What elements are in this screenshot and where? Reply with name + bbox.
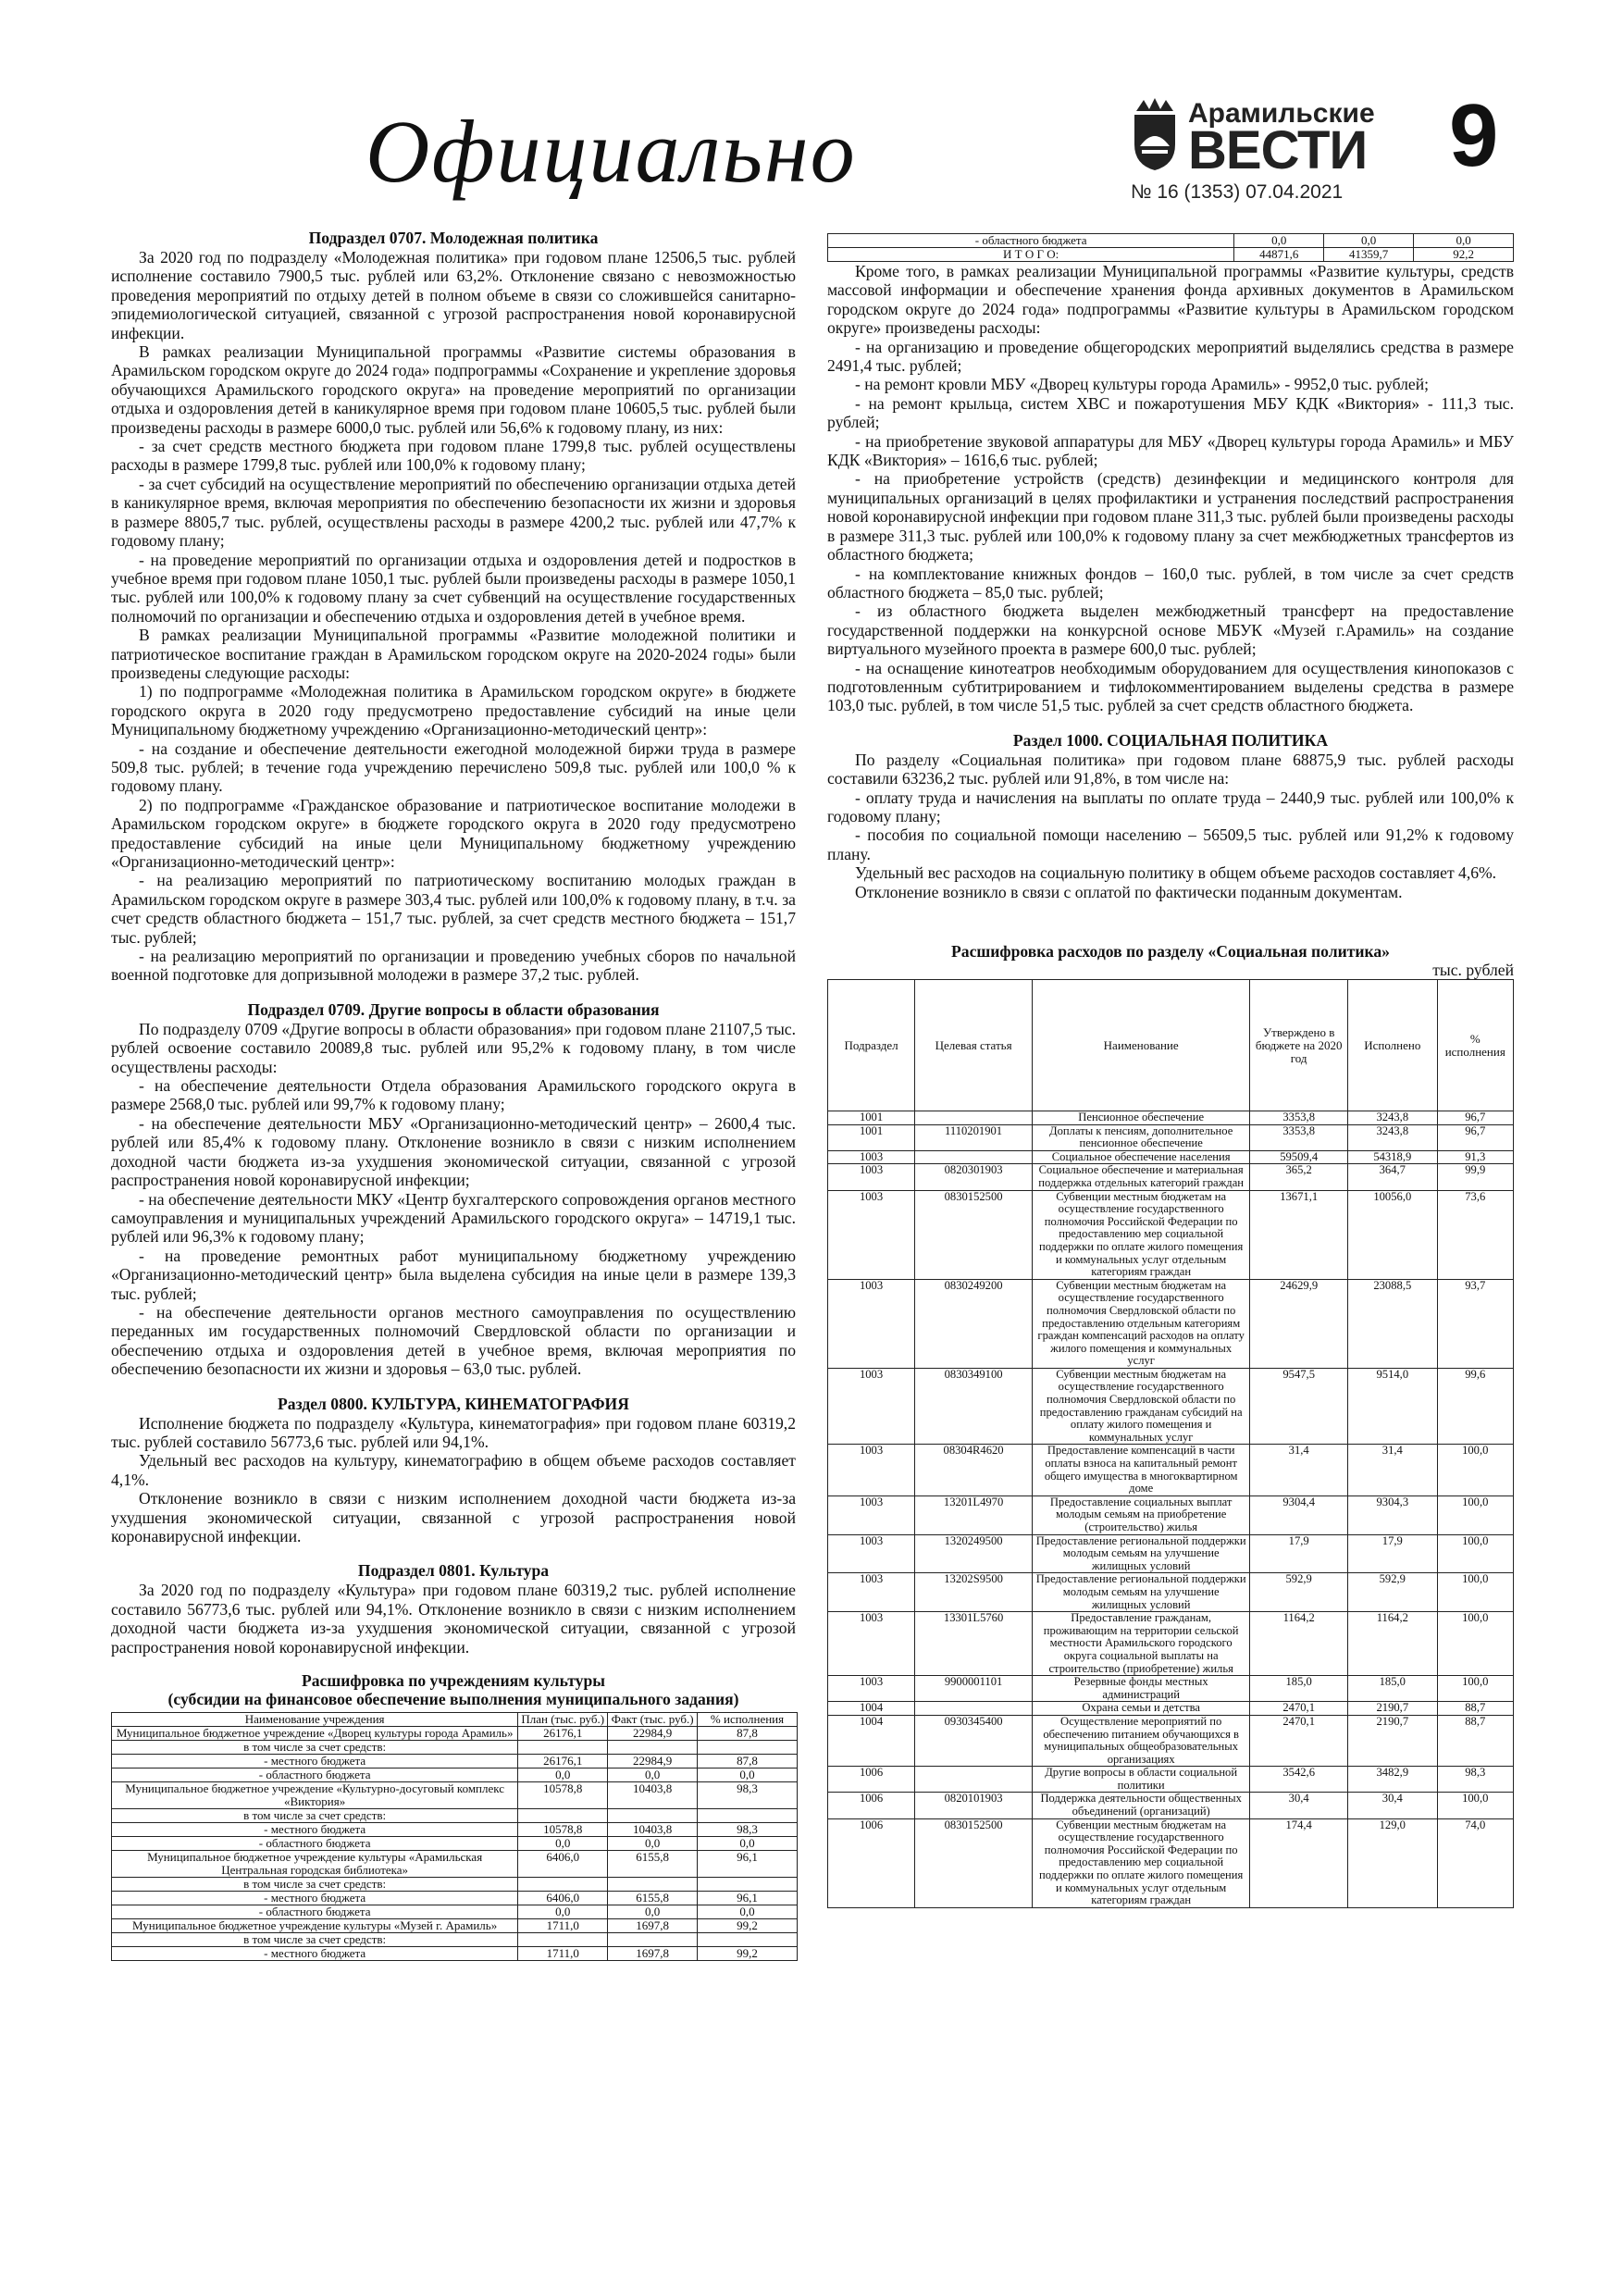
table-cell: 2470,1 — [1250, 1715, 1348, 1766]
table-cell: Резервные фонды местных администраций — [1033, 1676, 1250, 1702]
table-cell: - областного бюджета — [112, 1769, 518, 1782]
table-cell — [608, 1878, 698, 1892]
text-block-culture-program — [827, 262, 1514, 715]
paragraph: За 2020 год по подразделу «Культура» при годовом плане 60319,2 тыс. рублей исполнение составило 56773,6 тыс. рублей или 94,1%. Отклонение возникло в связи с низким исполнением доходной части бюджета из-за ухудшения экономической ситуации, связанной с угрозой распространения новой коронавирусной инфекции. — [111, 1581, 796, 1657]
table-cell: 59509,4 — [1250, 1150, 1348, 1164]
table-cell — [518, 1933, 608, 1947]
table-cell: 92,2 — [1414, 248, 1514, 262]
table-row — [828, 1124, 1514, 1150]
heading-0801: Подраздел 0801. Культура — [357, 1561, 550, 1581]
table-cell: 100,0 — [1437, 1534, 1513, 1573]
logo-top-text: Арамильские — [1188, 98, 1375, 129]
table-cell: - областного бюджета — [112, 1905, 518, 1919]
paragraph: - пособия по социальной помощи населению – 56509,5 тыс. рублей или 91,2% к годовому плану. — [827, 825, 1514, 863]
table-cell: Муниципальное бюджетное учреждение культуры «Арамильская Центральная городская библиотека» — [112, 1851, 518, 1878]
table-cell: - местного бюджета — [112, 1892, 518, 1905]
table-cell: 100,0 — [1437, 1496, 1513, 1534]
table-row — [828, 1767, 1514, 1793]
paragraph: Отклонение возникло в связи с низким исполнением доходной части бюджета из-за ухудшения экономической ситуации, связанной с угрозой распространения новой коронавирусной инфекции. — [111, 1489, 796, 1545]
table-cell: 1001 — [828, 1124, 915, 1150]
table-cell: 6155,8 — [608, 1892, 698, 1905]
table-cell: Муниципальное бюджетное учреждение культуры «Музей г. Арамиль» — [112, 1919, 518, 1933]
table-cell: Социальное обеспечение и материальная поддержка отдельных категорий граждан — [1033, 1164, 1250, 1190]
table-cell: Предоставление компенсаций в части оплаты взноса на капитальный ремонт общего имущества в многоквартирном доме — [1033, 1445, 1250, 1496]
table-row — [112, 1741, 798, 1755]
table-row — [112, 1933, 798, 1947]
table-cell — [698, 1809, 798, 1823]
table-cell: 74,0 — [1437, 1818, 1513, 1907]
paragraph: В рамках реализации Муниципальной программы «Развитие молодежной политики и патриотическое воспитание граждан в Арамильском городском округе на 2020-2024 годы» были произведены следующие расходы: — [111, 626, 796, 682]
paragraph: Исполнение бюджета по подразделу «Культура, кинематография» при годовом плане 60319,2 тыс. рублей составило 56773,6 тыс. рублей или 94,1%. — [111, 1413, 796, 1451]
table-cell: 1003 — [828, 1150, 915, 1164]
table-cell: 0820101903 — [915, 1793, 1033, 1818]
table-cell: 98,3 — [698, 1823, 798, 1837]
table-row — [112, 1782, 798, 1809]
table-cell: 1004 — [828, 1702, 915, 1716]
table-cell: 9514,0 — [1348, 1368, 1437, 1445]
table-row — [828, 1534, 1514, 1573]
social-table-title: Расшифровка расходов по разделу «Социальная политика» — [951, 942, 1390, 961]
table-cell: 98,3 — [698, 1782, 798, 1809]
culture-table-subtitle: (субсидии на финансовое обеспечение выполнения муниципального задания) — [167, 1690, 739, 1709]
table-row — [112, 1809, 798, 1823]
table-row — [112, 1878, 798, 1892]
table-cell: 08304R4620 — [915, 1445, 1033, 1496]
table-header-cell: Целевая статья — [915, 980, 1033, 1111]
table-row — [828, 1573, 1514, 1612]
table-cell: 6406,0 — [518, 1851, 608, 1878]
paragraph: - на организацию и проведение общегородских мероприятий выделялись средства в размере 2491,4 тыс. рублей; — [827, 337, 1514, 376]
table-header-cell: Наименование учреждения — [112, 1713, 518, 1727]
table-cell: 0,0 — [518, 1905, 608, 1919]
table-row — [828, 1496, 1514, 1534]
table-cell: 1001 — [828, 1111, 915, 1125]
table-cell — [915, 1111, 1033, 1125]
table-header-cell: Подраздел — [828, 980, 915, 1111]
table-header-cell: Утверждено в бюджете на 2020 год — [1250, 980, 1348, 1111]
table-cell: 1711,0 — [518, 1919, 608, 1933]
heading-0707: Подраздел 0707. Молодежная политика — [308, 229, 599, 247]
table-row — [828, 1111, 1514, 1125]
table-cell: 592,9 — [1348, 1573, 1437, 1612]
table-cell: 364,7 — [1348, 1164, 1437, 1190]
paragraph: - на создание и обеспечение деятельности ежегодной молодежной биржи труда в размере 509,8 тыс. рублей; в течение года учреждению перечислено 509,8 тыс. рублей или 100,0 % к годовому плану. — [111, 738, 796, 796]
table-cell: 100,0 — [1437, 1676, 1513, 1702]
table-cell: Доплаты к пенсиям, дополнительное пенсионное обеспечение — [1033, 1124, 1250, 1150]
table-cell: 96,1 — [698, 1892, 798, 1905]
table-row — [112, 1892, 798, 1905]
table-cell: 1711,0 — [518, 1947, 608, 1961]
table-cell: 0,0 — [608, 1837, 698, 1851]
table-cell: 1003 — [828, 1496, 915, 1534]
table-cell: в том числе за счет средств: — [112, 1809, 518, 1823]
table-header-cell: % исполнения — [698, 1713, 798, 1727]
table-cell: 3243,8 — [1348, 1111, 1437, 1125]
paragraph: За 2020 год по подразделу «Молодежная политика» при годовом плане 12506,5 тыс. рублей исполнение составило 7900,5 тыс. рублей или 63,2%. Отклонение связано с невозможностью проведения мероприятий по отдыху детей в полном объеме в связи со сложившейся санитарно-эпидемиологической ситуацией, связанной с угрозой распространения новой коронавирусной инфекции. — [111, 248, 796, 342]
table-cell: 99,9 — [1437, 1164, 1513, 1190]
table-cell: Пенсионное обеспечение — [1033, 1111, 1250, 1125]
table-cell: Муниципальное бюджетное учреждение «Дворец культуры города Арамиль» — [112, 1727, 518, 1741]
table-cell: - местного бюджета — [112, 1823, 518, 1837]
table-cell: 0830349100 — [915, 1368, 1033, 1445]
paragraph: - из областного бюджета выделен межбюджетный трансферт на предоставление государственной поддержки на конкурсной основе МБУК «Музей г.Арамиль» на создание виртуального музейного проекта в размере 600,0 тыс. рублей; — [827, 602, 1514, 659]
paragraph: - на приобретение устройств (средств) дезинфекции и медицинского контроля для муниципальных организаций в целях профилактики и устранения последствий распространения новой коронавирусной инфекции при годовом плане 311,3 тыс. рублей были произведены расходы в размере 311,3 тыс. рублей или 100,0% к годовому плану за счет межбюджетных трансфертов из областного бюджета; — [827, 469, 1514, 565]
logo-main-text: ВЕСТИ — [1188, 120, 1368, 180]
table-row — [828, 1715, 1514, 1766]
table-cell: 96,7 — [1437, 1111, 1513, 1125]
table-cell: 100,0 — [1437, 1612, 1513, 1676]
table-header-row — [112, 1713, 798, 1727]
table-row — [112, 1769, 798, 1782]
table-cell — [915, 1150, 1033, 1164]
table-cell: 0,0 — [518, 1769, 608, 1782]
table-cell: 3243,8 — [1348, 1124, 1437, 1150]
table-cell: 98,3 — [1437, 1767, 1513, 1793]
table-cell: в том числе за счет средств: — [112, 1741, 518, 1755]
table-cell: 3542,6 — [1250, 1767, 1348, 1793]
table-cell: Субвенции местным бюджетам на осуществление государственного полномочия Свердловской области по предоставлению гражданам субсидий на оплату жилого помещения и коммунальных услуг — [1033, 1368, 1250, 1445]
table-cell: 0830152500 — [915, 1818, 1033, 1907]
table-cell: И Т О Г О: — [828, 248, 1234, 262]
table-cell: 9900001101 — [915, 1676, 1033, 1702]
table-cell: 87,8 — [698, 1755, 798, 1769]
table-cell: 1003 — [828, 1368, 915, 1445]
table-cell: 24629,9 — [1250, 1279, 1348, 1368]
table-cell: Другие вопросы в области социальной политики — [1033, 1767, 1250, 1793]
table-cell: 54318,9 — [1348, 1150, 1437, 1164]
table-cell: 0,0 — [608, 1905, 698, 1919]
table-cell: 31,4 — [1250, 1445, 1348, 1496]
table-cell: 13301L5760 — [915, 1612, 1033, 1676]
table-cell: 88,7 — [1437, 1715, 1513, 1766]
table-cell: 96,1 — [698, 1851, 798, 1878]
text-block-0801 — [111, 1581, 796, 1657]
table-row — [828, 1612, 1514, 1676]
paragraph: - на обеспечение деятельности МБУ «Организационно-методический центр» – 2600,4 тыс. рублей или 85,4% к годовому плану. Отклонение возникло в связи с низким исполнением доходной части бюджета из-за ухудшения экономической ситуации, связанной с угрозой распространения новой коронавирусной инфекции; — [111, 1113, 796, 1190]
table-cell: 30,4 — [1348, 1793, 1437, 1818]
table-row — [112, 1727, 798, 1741]
table-cell: 23088,5 — [1348, 1279, 1437, 1368]
text-block-0800 — [111, 1414, 796, 1546]
table-cell: 30,4 — [1250, 1793, 1348, 1818]
table-cell: Предоставление региональной поддержки молодым семьям на улучшение жилищных условий — [1033, 1573, 1250, 1612]
table-cell: 100,0 — [1437, 1573, 1513, 1612]
table-row — [112, 1837, 798, 1851]
table-cell: 0,0 — [1234, 234, 1324, 248]
paragraph: - на обеспечение деятельности органов местного самоуправления по осуществлению переданных им государственных полномочий Свердловской области по организации и обеспечению отдыха и оздоровления детей в учебное время, включая мероприятия по обеспечению безопасности их жизни и здоровья – 63,0 тыс. рублей. — [111, 1302, 796, 1379]
table-cell: 99,6 — [1437, 1368, 1513, 1445]
paragraph: - на ремонт крыльца, систем ХВС и пожаротушения МБУ КДК «Виктория» - 111,3 тыс. рублей; — [827, 393, 1514, 432]
table-cell: 0830249200 — [915, 1279, 1033, 1368]
table-cell: 26176,1 — [518, 1727, 608, 1741]
table-cell: 1006 — [828, 1793, 915, 1818]
table-row — [828, 1445, 1514, 1496]
issue-number: № 16 (1353) 07.04.2021 — [1131, 181, 1344, 203]
table-row — [828, 234, 1514, 248]
table-cell: 1006 — [828, 1818, 915, 1907]
table-cell: 592,9 — [1250, 1573, 1348, 1612]
table-cell: 1003 — [828, 1164, 915, 1190]
table-cell: 2470,1 — [1250, 1702, 1348, 1716]
table-cell: 1003 — [828, 1676, 915, 1702]
table-cell: Охрана семьи и детства — [1033, 1702, 1250, 1716]
table-cell: 10403,8 — [608, 1823, 698, 1837]
table-cell: - местного бюджета — [112, 1755, 518, 1769]
table-cell: Осуществление мероприятий по обеспечению питанием обучающихся в муниципальных общеобразовательных организациях — [1033, 1715, 1250, 1766]
table-cell: 1003 — [828, 1573, 915, 1612]
table-cell: 1003 — [828, 1445, 915, 1496]
table-cell — [608, 1933, 698, 1947]
social-table — [827, 979, 1514, 1908]
table-row — [112, 1947, 798, 1961]
table-row — [112, 1905, 798, 1919]
table-cell: 31,4 — [1348, 1445, 1437, 1496]
table-cell: 10403,8 — [608, 1782, 698, 1809]
table-cell — [518, 1809, 608, 1823]
paragraph: Отклонение возникло в связи с оплатой по фактически поданным документам. — [855, 882, 1403, 901]
table-cell: Социальное обеспечение населения — [1033, 1150, 1250, 1164]
table-cell: - областного бюджета — [828, 234, 1234, 248]
table-cell: 91,3 — [1437, 1150, 1513, 1164]
table-cell: Поддержка деятельности общественных объединений (организаций) — [1033, 1793, 1250, 1818]
table-row — [828, 1676, 1514, 1702]
page-number: 9 — [1449, 86, 1499, 185]
table-cell: 174,4 — [1250, 1818, 1348, 1907]
table-cell — [915, 1702, 1033, 1716]
culture-table-continued — [827, 233, 1514, 262]
table-cell: 17,9 — [1250, 1534, 1348, 1573]
paragraph: - на проведение ремонтных работ муниципальному бюджетному учреждению «Организационно-методический центр» была выделена субсидия на иные цели в размере 139,3 тыс. рублей; — [111, 1246, 796, 1303]
coat-of-arms-icon — [1131, 98, 1179, 172]
table-cell — [608, 1809, 698, 1823]
paragraph: - оплату труда и начисления на выплаты по оплате труда – 2440,9 тыс. рублей или 100,0% к годовому плану; — [827, 788, 1514, 825]
paragraph: - на проведение мероприятий по организации отдыха и оздоровления детей и подростков в учебное время при годовом плане 1050,1 тыс. рублей были произведены расходы в размере 1050,1 тыс. рублей или 100,0% к годовому плану за счет субвенций на осуществление государственных полномочий по организации и обеспечению отдыха и оздоровления детей в учебное время. — [111, 550, 796, 626]
table-cell: 185,0 — [1250, 1676, 1348, 1702]
table-cell: 3353,8 — [1250, 1111, 1348, 1125]
table-row — [112, 1851, 798, 1878]
table-cell: 0,0 — [1414, 234, 1514, 248]
table-unit: тыс. рублей — [1432, 961, 1514, 979]
text-block-0707 — [111, 248, 796, 985]
left-column — [111, 228, 796, 1961]
heading-0709: Подраздел 0709. Другие вопросы в области образования — [247, 999, 660, 1019]
table-row — [828, 248, 1514, 262]
table-cell: 99,2 — [698, 1919, 798, 1933]
table-row — [112, 1919, 798, 1933]
table-cell: - местного бюджета — [112, 1947, 518, 1961]
paragraph: - на обеспечение деятельности МКУ «Центр бухгалтерского сопровождения органов местного самоуправления и муниципальных учреждений Арамильского городского округа» – 14719,1 тыс. рублей или 96,3% к годовому плану; — [111, 1189, 796, 1247]
paragraph: По разделу «Социальная политика» при годовом плане 68875,9 тыс. рублей расходы составили 63236,2 тыс. рублей или 91,8%, в том числе на: — [827, 750, 1514, 788]
table-cell: 0830152500 — [915, 1190, 1033, 1279]
table-cell: 1003 — [828, 1534, 915, 1573]
table-row — [828, 1279, 1514, 1368]
table-cell: 129,0 — [1348, 1818, 1437, 1907]
table-cell: 0,0 — [608, 1769, 698, 1782]
table-cell: 0,0 — [698, 1905, 798, 1919]
paragraph: Удельный вес расходов на социальную политику в общем объеме расходов составляет 4,6%. — [855, 863, 1497, 883]
table-cell: 10578,8 — [518, 1823, 608, 1837]
paragraph: Кроме того, в рамках реализации Муниципальной программы «Развитие культуры, средств массовой информации и обеспечение хранения фонда архивных документов в Арамильском городском округе до 2024 года» подпрограммы «Развитие культуры в Арамильском городском округе» произведены расходы: — [827, 262, 1514, 338]
table-cell: 0820301903 — [915, 1164, 1033, 1190]
paragraph: - за счет средств местного бюджета при годовом плане 1799,8 тыс. рублей осуществлены расходы в размере 1799,8 тыс. рублей или 100,0% к годовому плану; — [111, 437, 796, 475]
table-cell: Предоставление гражданам, проживающим на территории сельской местности Арамильского городского округа социальной выплаты на строительство (приобретение) жилья — [1033, 1612, 1250, 1676]
table-cell — [698, 1878, 798, 1892]
table-cell: 3482,9 — [1348, 1767, 1437, 1793]
table-header-row — [828, 980, 1514, 1111]
culture-table-title: Расшифровка по учреждениям культуры — [302, 1671, 605, 1691]
table-cell: 13202S9500 — [915, 1573, 1033, 1612]
table-cell: 100,0 — [1437, 1793, 1513, 1818]
table-cell: 17,9 — [1348, 1534, 1437, 1573]
table-cell: 100,0 — [1437, 1445, 1513, 1496]
table-cell: 9304,3 — [1348, 1496, 1437, 1534]
paragraph: - за счет субсидий на осуществление мероприятий по обеспечению организации отдыха детей в каникулярное время, включая мероприятия по обеспечению безопасности их жизни и здоровья в размере 8805,7 тыс. рублей, осуществлены расходы в размере 4200,2 тыс. рублей или 47,7% к годовому плану; — [111, 474, 796, 551]
table-cell: 1697,8 — [608, 1919, 698, 1933]
table-row — [828, 1150, 1514, 1164]
heading-1000: Раздел 1000. СОЦИАЛЬНАЯ ПОЛИТИКА — [1012, 730, 1329, 750]
table-cell: Субвенции местным бюджетам на осуществление государственного полномочия Свердловской области по предоставлению отдельным категориям граждан компенсаций расходов на оплату жилого помещения и коммунальных услуг — [1033, 1279, 1250, 1368]
section-title: Официально — [365, 102, 857, 201]
table-cell: 44871,6 — [1234, 248, 1324, 262]
table-cell: Субвенции местным бюджетам на осуществление государственного полномочия Российской Федерации по предоставлению мер социальной поддержки по оплате жилого помещения и коммунальных услуг отдельным категориям граждан — [1033, 1818, 1250, 1907]
table-cell: Муниципальное бюджетное учреждение «Культурно-досуговый комплекс «Виктория» — [112, 1782, 518, 1809]
table-header-cell: План (тыс. руб.) — [518, 1713, 608, 1727]
table-row — [828, 1190, 1514, 1279]
table-row — [828, 1368, 1514, 1445]
table-row — [828, 1702, 1514, 1716]
paragraph: В рамках реализации Муниципальной программы «Развитие системы образования в Арамильском городском округе до 2024 года» подпрограммы «Сохранение и укрепление здоровья обучающихся Арамильского городского округа» на проведение мероприятий по организации отдыха и оздоровления детей в каникулярное время при годовом плане 10605,5 тыс. рублей были произведены расходы в размере 6000,0 тыс. рублей или 56,6% к годовому плану, из них: — [111, 342, 796, 437]
table-cell: в том числе за счет средств: — [112, 1933, 518, 1947]
table-cell — [518, 1741, 608, 1755]
table-cell: 1164,2 — [1250, 1612, 1348, 1676]
table-cell: Предоставление региональной поддержки молодым семьям на улучшение жилищных условий — [1033, 1534, 1250, 1573]
table-cell: в том числе за счет средств: — [112, 1878, 518, 1892]
table-cell — [915, 1767, 1033, 1793]
table-cell: 13201L4970 — [915, 1496, 1033, 1534]
table-cell: 2190,7 — [1348, 1715, 1437, 1766]
table-cell: 96,7 — [1437, 1124, 1513, 1150]
table-cell: 26176,1 — [518, 1755, 608, 1769]
paragraph: - на обеспечение деятельности Отдела образования Арамильского городского округа в размере 2568,0 тыс. рублей или 99,7% к годовому плану; — [111, 1076, 796, 1114]
table-cell: 10578,8 — [518, 1782, 608, 1809]
text-block-0709 — [111, 1020, 796, 1379]
paragraph: Удельный вес расходов на культуру, кинематографию в общем объеме расходов составляет 4,1%. — [111, 1451, 796, 1489]
paragraph: - на комплектование книжных фондов – 160,0 тыс. рублей, в том числе за счет средств областного бюджета – 85,0 тыс. рублей; — [827, 564, 1514, 602]
table-cell: 6406,0 — [518, 1892, 608, 1905]
table-cell: 73,6 — [1437, 1190, 1513, 1279]
table-cell: 1003 — [828, 1190, 915, 1279]
table-cell: 22984,9 — [608, 1755, 698, 1769]
newspaper-logo — [1131, 93, 1375, 180]
table-header-cell: Наименование — [1033, 980, 1250, 1111]
table-cell — [608, 1741, 698, 1755]
paragraph: - на реализацию мероприятий по организации и проведению учебных сборов по начальной военной подготовке для допризывной молодежи в размере 37,2 тыс. рублей. — [111, 947, 796, 985]
table-cell: Предоставление социальных выплат молодым семьям на приобретение (строительство) жилья — [1033, 1496, 1250, 1534]
table-cell: 9304,4 — [1250, 1496, 1348, 1534]
table-cell: 0,0 — [518, 1837, 608, 1851]
table-cell: 99,2 — [698, 1947, 798, 1961]
table-cell: 3353,8 — [1250, 1124, 1348, 1150]
table-cell: 87,8 — [698, 1727, 798, 1741]
table-row — [828, 1818, 1514, 1907]
table-cell: 0,0 — [698, 1837, 798, 1851]
paragraph: 2) по подпрограмме «Гражданское образование и патриотическое воспитание молодежи в Арамильском городском округе» в бюджете городского округа в 2020 году предусмотрено предоставление субсидий на иные цели Муниципальному бюджетному учреждению «Организационно-методический центр»: — [111, 795, 796, 871]
table-cell: 1003 — [828, 1279, 915, 1368]
table-cell: 1003 — [828, 1612, 915, 1676]
culture-table — [111, 1712, 798, 1961]
table-cell: 6155,8 — [608, 1851, 698, 1878]
table-header-cell: % исполнения — [1437, 980, 1513, 1111]
table-cell: - областного бюджета — [112, 1837, 518, 1851]
table-cell: 1110201901 — [915, 1124, 1033, 1150]
table-cell: 93,7 — [1437, 1279, 1513, 1368]
paragraph: - на оснащение кинотеатров необходимым оборудованием для осуществления кинопоказов с подготовленным субтитрированием и тифлокомментированием выделены средства в размере 103,0 тыс. рублей, в том числе 51,5 тыс. рублей за счет средств областного бюджета. — [827, 658, 1514, 715]
table-cell: 1697,8 — [608, 1947, 698, 1961]
table-cell: 22984,9 — [608, 1727, 698, 1741]
table-header-cell: Факт (тыс. руб.) — [608, 1713, 698, 1727]
paragraph: - на реализацию мероприятий по патриотическому воспитанию молодых граждан в Арамильском городском округе в размере 303,4 тыс. рублей или 100,0% к годовому плану, в т.ч. за счет средств областного бюджета – 151,7 тыс. рублей, за счет средств местного бюджета – 151,7 тыс. рублей; — [111, 871, 796, 947]
table-row — [112, 1755, 798, 1769]
table-cell: 88,7 — [1437, 1702, 1513, 1716]
table-cell — [698, 1933, 798, 1947]
table-cell — [698, 1741, 798, 1755]
table-cell — [518, 1878, 608, 1892]
table-cell: 10056,0 — [1348, 1190, 1437, 1279]
paragraph: - на ремонт кровли МБУ «Дворец культуры города Арамиль» - 9952,0 тыс. рублей; — [855, 375, 1430, 394]
paragraph: 1) по подпрограмме «Молодежная политика в Арамильском городском округе» в бюджете городского округа в 2020 году предусмотрено предоставление субсидий на иные цели Муниципальному бюджетному учреждению «Организационно-методический центр»: — [111, 682, 796, 739]
table-row — [112, 1823, 798, 1837]
table-cell: 1004 — [828, 1715, 915, 1766]
table-cell: 1164,2 — [1348, 1612, 1437, 1676]
table-cell: 1320249500 — [915, 1534, 1033, 1573]
table-cell: 0930345400 — [915, 1715, 1033, 1766]
text-block-1000 — [827, 751, 1514, 901]
right-column — [827, 233, 1514, 1908]
table-cell: 41359,7 — [1324, 248, 1414, 262]
table-cell: 2190,7 — [1348, 1702, 1437, 1716]
table-cell: 9547,5 — [1250, 1368, 1348, 1445]
table-cell: 365,2 — [1250, 1164, 1348, 1190]
table-cell: Субвенции местным бюджетам на осуществление государственного полномочия Российской Федерации по предоставлению мер социальной поддержки по оплате жилого помещения и коммунальных услуг отдельным категориям граждан — [1033, 1190, 1250, 1279]
table-row — [828, 1793, 1514, 1818]
table-cell: 1006 — [828, 1767, 915, 1793]
table-row — [828, 1164, 1514, 1190]
table-cell: 13671,1 — [1250, 1190, 1348, 1279]
table-header-cell: Исполнено — [1348, 980, 1437, 1111]
paragraph: По подразделу 0709 «Другие вопросы в области образования» при годовом плане 21107,5 тыс. рублей освоение составило 20089,8 тыс. рублей или 95,2% к годовому плану, в том числе осуществлены расходы: — [111, 1019, 796, 1076]
table-cell: 185,0 — [1348, 1676, 1437, 1702]
paragraph: - на приобретение звуковой аппаратуры для МБУ «Дворец культуры города Арамиль» и МБУ КДК «Виктория» – 1616,6 тыс. рублей; — [827, 431, 1514, 470]
table-cell: 0,0 — [1324, 234, 1414, 248]
table-cell: 0,0 — [698, 1769, 798, 1782]
heading-0800: Раздел 0800. КУЛЬТУРА, КИНЕМАТОГРАФИЯ — [278, 1394, 629, 1413]
